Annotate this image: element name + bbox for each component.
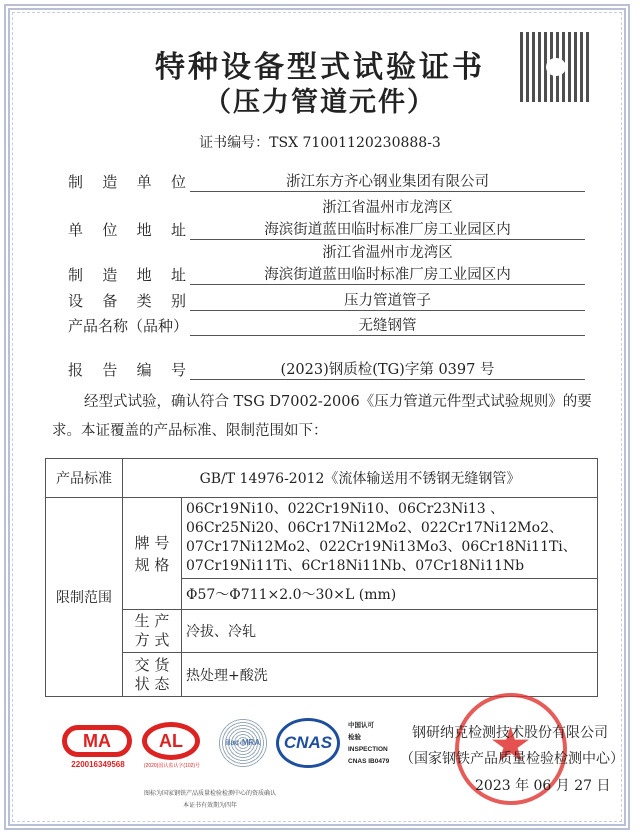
cal-logo: AL — [142, 722, 200, 760]
validity-note: 本证书有效期为四年 — [182, 802, 237, 809]
cnas-text-line: CNAS IB0479 — [348, 758, 390, 765]
value-manufacture-address-1: 浙江省温州市龙湾区 — [322, 245, 453, 261]
qr-code[interactable] — [520, 32, 592, 102]
ilac-mra-logo: ilac-MRA — [218, 718, 268, 768]
value-report-number: (2023)钢质检(TG)字第 0397 号 — [190, 358, 585, 380]
value-unit-address-1: 浙江省温州市龙湾区 — [322, 200, 453, 216]
grade-label: 牌 号 规 格 — [123, 498, 182, 610]
standard-value: GB/T 14976-2012《流体输送用不锈钢无缝钢管》 — [123, 459, 598, 498]
value-manufacturer: 浙江东方齐心钢业集团有限公司 — [190, 170, 585, 192]
delivery-value: 热处理+酸洗 — [182, 653, 598, 697]
cnas-text-line: 中国认可 — [348, 722, 374, 729]
label-manufacture-address: 制造地址 — [68, 266, 186, 284]
label-unit-address: 单位地址 — [68, 221, 186, 239]
label-equipment-category: 设备类别 — [68, 292, 186, 310]
scope-table — [45, 458, 598, 697]
certificate-subtitle: （压力管道元件） — [204, 87, 436, 118]
issuer-center: （国家钢铁产品质量检验检测中心） — [400, 751, 624, 767]
size-value: Φ57～Φ711×2.0～30×L (mm) — [182, 579, 598, 610]
cnas-text-line: 检验 — [348, 734, 361, 741]
conformity-statement: 经型式试验，确认符合 TSG D7002-2006《压力管道元件型式试验规则》的要求。本证覆盖的产品标准、限制范围如下： — [52, 394, 592, 439]
standard-label: 产品标准 — [46, 459, 123, 498]
production-label: 生 产 方 式 — [123, 610, 182, 653]
logo-note: 图标为国家钢铁产品质量检验检测中心的资质确认 — [143, 790, 276, 797]
value-unit-address-2: 海滨街道蓝田临时标准厂房工业园区内 — [190, 218, 585, 240]
value-product-name: 无缝钢管 — [190, 314, 585, 336]
star-icon: ★ — [489, 717, 533, 773]
cnas-logo: CNAS — [276, 718, 340, 768]
delivery-label: 交 货 状 态 — [123, 653, 182, 697]
issue-date: 2023 年 06 月 27 日 — [475, 778, 611, 794]
cnas-inspection-text — [348, 720, 389, 768]
grades-value: 06Cr19Ni10、022Cr19Ni10、06Cr23Ni13 、06Cr25Ni20、06Cr17Ni12Mo2、022Cr17Ni12Mo2、07Cr17Ni12Mo2、022Cr19Ni13Mo3、06Cr18Ni11Ti、07Cr19Ni11Ti、6Cr18Ni11Nb、07Cr18Ni11Nb — [182, 498, 598, 579]
value-manufacture-address-2: 海滨街道蓝田临时标准厂房工业园区内 — [190, 263, 585, 285]
cma-number: 220016349568 — [71, 760, 125, 769]
cma-logo: MA — [62, 725, 132, 757]
certificate-title: 特种设备型式试验证书 — [155, 50, 485, 85]
issuer-name: 钢研纳克检测技术股份有限公司 — [412, 725, 608, 741]
label-manufacturer: 制造单位 — [68, 173, 186, 191]
label-report-number: 报告编号 — [68, 361, 186, 379]
production-value: 冷拔、冷轧 — [182, 610, 598, 653]
certificate-number: 证书编号：TSX 71001120230888-3 — [199, 135, 441, 151]
cal-number: (2020)国认监认字(102)号 — [143, 763, 201, 769]
value-equipment-category: 压力管道管子 — [190, 289, 585, 311]
cnas-text-line: INSPECTION — [348, 746, 388, 753]
scope-label: 限制范围 — [46, 498, 123, 697]
label-product-name: 产品名称（品种） — [68, 317, 189, 335]
